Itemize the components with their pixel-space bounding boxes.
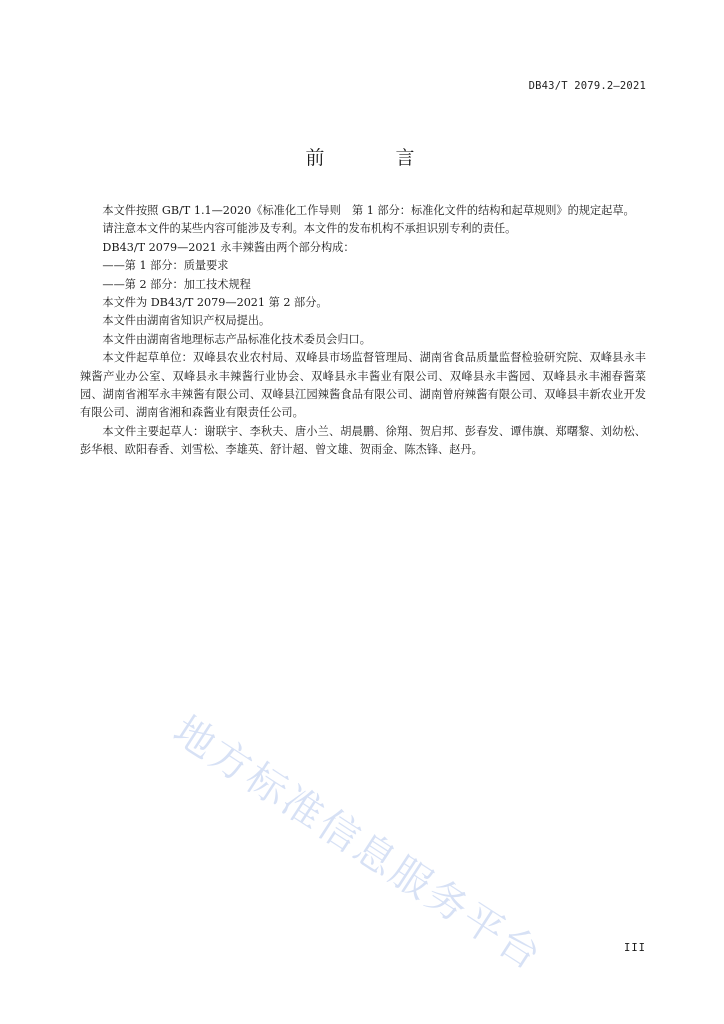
list-item-part-1: ——第 1 部分：质量要求 [102,259,229,273]
paragraph-structure: DB43/T 2079—2021 永丰辣酱由两个部分构成： [102,240,355,254]
document-header-code: DB43/T 2079.2—2021 [528,80,646,92]
list-item-part-2: ——第 2 部分：加工技术规程 [102,277,251,291]
paragraph-drafting-units: 本文件起草单位：双峰县农业农村局、双峰县市场监督管理局、湖南省食品质量监督检验研究院、双峰县永丰辣酱产业办公室、双峰县永丰辣酱行业协会、双峰县永丰酱业有限公司、双峰县永丰酱园、双峰县永丰湘春酱菜园、湖南省湘军永丰辣酱有限公司、双峰县江园辣酱食品有限公司、湖南曾府辣酱有限公司、双峰县丰新农业开发有限公司、湖南省湘和森酱业有限责任公司。 [80,351,646,420]
page-title: 前 言 [305,147,441,169]
paragraph-drafters: 本文件主要起草人：谢联宇、李秋夫、唐小兰、胡晨鹏、徐翔、贺启邦、彭春发、谭伟旗、郑曙黎、刘幼松、彭华根、欧阳春香、刘雪松、李雄英、舒计超、曾文雄、贺雨金、陈杰锋、赵丹。 [80,424,646,457]
watermark: 地方标准信息服务平台 [165,707,551,981]
document-body [80,202,646,460]
paragraph-patent-notice: 请注意本文件的某些内容可能涉及专利。本文件的发布机构不承担识别专利的责任。 [102,222,517,236]
paragraph-this-part: 本文件为 DB43/T 2079—2021 第 2 部分。 [102,296,328,310]
paragraph-committee: 本文件由湖南省地理标志产品标准化技术委员会归口。 [102,332,371,346]
page-number: III [624,942,646,954]
paragraph-drafting-basis: 本文件按照 GB/T 1.1—2020《标准化工作导则 第 1 部分：标准化文件的结构和起草规则》的规定起草。 [102,204,635,217]
paragraph-proposer: 本文件由湖南省知识产权局提出。 [102,314,271,328]
